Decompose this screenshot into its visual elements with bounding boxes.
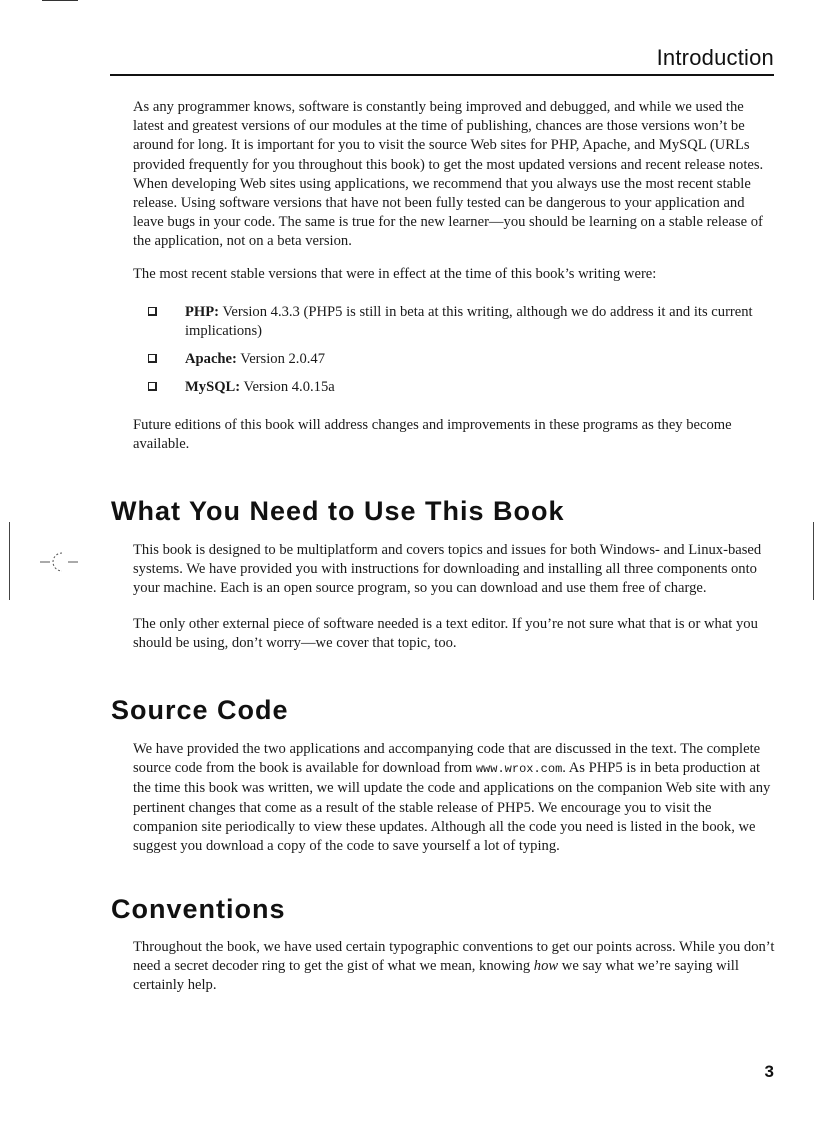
intro-paragraph-2: The most recent stable versions that were in effect at the time of this book’s writing were: (133, 266, 657, 282)
version-list-item-apache (148, 350, 775, 369)
right-margin-line (813, 522, 814, 600)
heading-what-you-need: What You Need to Use This Book (111, 496, 565, 526)
version-text: Version 4.0.15a (243, 379, 335, 395)
intro-paragraph-1: As any programmer knows, software is constantly being improved and debugged, and while we used the latest and greatest versions of our modules at the time of publishing, chances are those versions won’t be around for long. It is important for you to visit the source Web sites for PHP, Apache, and MySQL (URLs provided frequently for you throughout this book) to get the most updated versions and recent release notes. When developing Web sites using applications, we recommend that you always use the most recent stable release. Using software versions that have not been fully tested can be dangerous to your application and leave bugs in your code. The same is true for the new learner—you should be learning on a stable release of the application, not on a beta version. (133, 99, 764, 250)
header-rule (110, 74, 774, 76)
version-text: Version 4.3.3 (PHP5 is still in beta at this writing, although we do address it and its current implications) (185, 304, 753, 340)
checkbox-bullet-icon (148, 307, 157, 316)
version-list-item-php (148, 303, 775, 341)
conventions-text-1: Throughout the book, we have used certain typographic conventions to get our points across. While you don’t need a secret decoder ring to get the gist of what we mean, knowing (133, 939, 775, 975)
wrox-url-link[interactable]: www.wrox.com (475, 762, 563, 777)
source-code-text-2: . As PHP5 is in beta production at the time this book was written, we will update the code and applications on the companion Web site with any pertinent changes that come as a result of the stable release of PHP5. We encourage you to visit the companion site periodically to view these updates. Although all the code you need is listed in the book, we suggest you download a copy of the code to save yourself a lot of typing. (133, 760, 771, 855)
top-crop-mark (42, 0, 78, 1)
conventions-paragraph (133, 938, 775, 996)
version-label: PHP: (185, 304, 220, 320)
version-list-item-mysql (148, 378, 775, 397)
checkbox-bullet-icon (148, 382, 157, 391)
what-you-need-paragraph-1: This book is designed to be multiplatform and covers topics and issues for both Windows- and Linux-based systems. We have provided you with instructions for downloading and installing all three components onto your machine. Each is an open source program, so you can download and use them free of charge. (133, 542, 762, 597)
left-margin-line (9, 522, 10, 600)
source-code-paragraph (133, 740, 775, 856)
checkbox-bullet-icon (148, 354, 157, 363)
running-header-title: Introduction (656, 45, 774, 70)
heading-source-code: Source Code (111, 695, 289, 725)
heading-conventions: Conventions (111, 894, 286, 924)
page-number: 3 (764, 1062, 774, 1081)
registration-mark-icon (40, 549, 78, 575)
intro-paragraph-3: Future editions of this book will address changes and improvements in these programs as they become available. (133, 417, 732, 453)
source-code-text-1: We have provided the two applications and accompanying code that are discussed in the text. The complete source code from the book is available for download from (133, 741, 761, 777)
version-text: Version 2.0.47 (240, 351, 325, 367)
version-label: Apache: (185, 351, 237, 367)
version-label: MySQL: (185, 379, 241, 395)
conventions-text-2: we say what we’re saying will certainly help. (133, 958, 739, 994)
what-you-need-paragraph-2: The only other external piece of software needed is a text editor. If you’re not sure what that is or what you should be using, don’t worry—we cover that topic, too. (133, 616, 758, 652)
conventions-emphasis: how (533, 958, 559, 975)
